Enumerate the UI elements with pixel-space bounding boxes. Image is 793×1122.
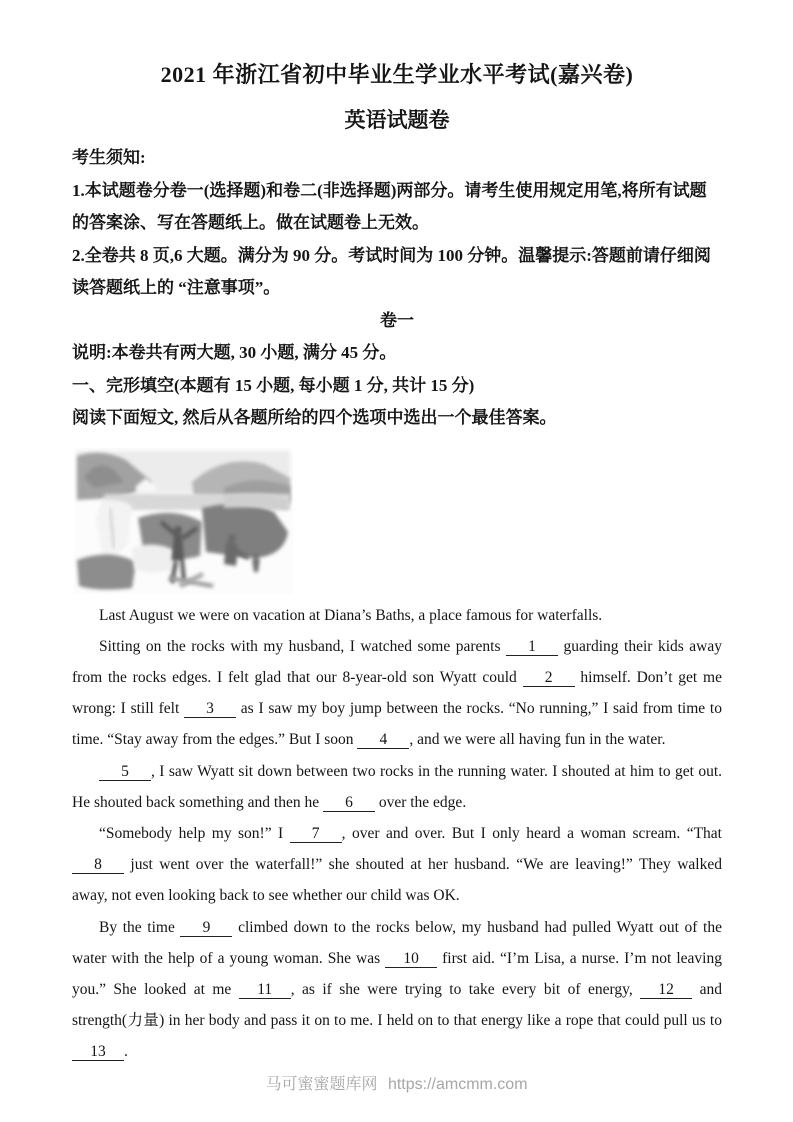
cloze-blank-8: 8 <box>72 857 124 874</box>
footer-url[interactable]: https://amcmm.com <box>387 1076 528 1093</box>
cloze-blank-10: 10 <box>385 951 437 968</box>
cloze-blank-13: 13 <box>72 1044 124 1061</box>
cloze-blank-5: 5 <box>99 764 151 781</box>
cloze-blank-2: 2 <box>523 670 575 687</box>
cloze-blank-6: 6 <box>323 795 375 812</box>
passage-paragraph: 5 , I saw Wyatt sit down between two rocks in the running water. I shouted at him to get out. He shouted back something and then he 6 over the edge. <box>72 762 722 811</box>
cloze-passage <box>72 600 722 1068</box>
notice-item: 1.本试题卷分卷一(选择题)和卷二(非选择题)两部分。请考生使用规定用笔,将所有试题的答案涂、写在答题纸上。做在试题卷上无效。 <box>72 180 707 232</box>
passage-paragraph: “Somebody help my son!” I 7 , over and over. But I only heard a woman scream. “That 8 just went over the waterfall!” she shouted at her husband. “We are leaving!” They walked away, not even looking back to see whether our child was OK. <box>72 824 722 905</box>
cloze-blank-12: 12 <box>640 982 692 999</box>
notice-list <box>72 175 722 305</box>
passage-paragraph: Last August we were on vacation at Diana’s Baths, a place famous for waterfalls. <box>99 606 603 624</box>
volume-heading: 卷一 <box>380 310 414 330</box>
cloze-blank-4: 4 <box>357 732 409 749</box>
cloze-blank-9: 9 <box>180 920 232 937</box>
passage-paragraph: By the time 9 climbed down to the rocks below, my husband had pulled Wyatt out of the water with the help of a young woman. She was 10 first aid. “I’m Lisa, a nurse. I’m not leaving you.” She looked at me 11 , as if she were trying to take every bit of energy, 12 and strength(力量) in her body and pass it on to me. I held on to that energy like a rope that could pull us to 13 . <box>72 918 722 1061</box>
notice-item: 2.全卷共 8 页,6 大题。满分为 90 分。考试时间为 100 分钟。温馨提示:答题前请仔细阅读答题纸上的 “注意事项”。 <box>72 245 711 297</box>
cloze-blank-1: 1 <box>506 639 558 656</box>
page-title: 2021 年浙江省初中毕业生学业水平考试(嘉兴卷) <box>160 62 634 87</box>
page-subtitle: 英语试题卷 <box>344 108 450 132</box>
passage-paragraph: Sitting on the rocks with my husband, I watched some parents 1 guarding their kids away from the rocks edges. I felt glad that our 8-year-old son Wyatt could 2 himself. Don’t get me wrong: I still felt 3 as I saw my boy jump between the rocks. “No running,” I said from time to time. “Stay away from the edges.” But I soon 4 , and we were all having fun in the water. <box>72 637 722 749</box>
footer-site-name: 马可蜜蜜题库网 <box>265 1076 378 1093</box>
waterfall-illustration <box>74 448 293 594</box>
part-heading: 一、完形填空(本题有 15 小题, 每小题 1 分, 共计 15 分) <box>72 375 475 395</box>
footer <box>0 1071 793 1094</box>
notice-heading: 考生须知: <box>72 148 146 167</box>
cloze-blank-7: 7 <box>290 826 342 843</box>
waterfall-sketch-icon <box>74 448 293 594</box>
part-instructions: 阅读下面短文, 然后从各题所给的四个选项中选出一个最佳答案。 <box>72 408 557 427</box>
cloze-blank-11: 11 <box>239 982 291 999</box>
volume-note: 说明:本卷共有两大题, 30 小题, 满分 45 分。 <box>72 343 397 362</box>
cloze-blank-3: 3 <box>184 701 236 718</box>
